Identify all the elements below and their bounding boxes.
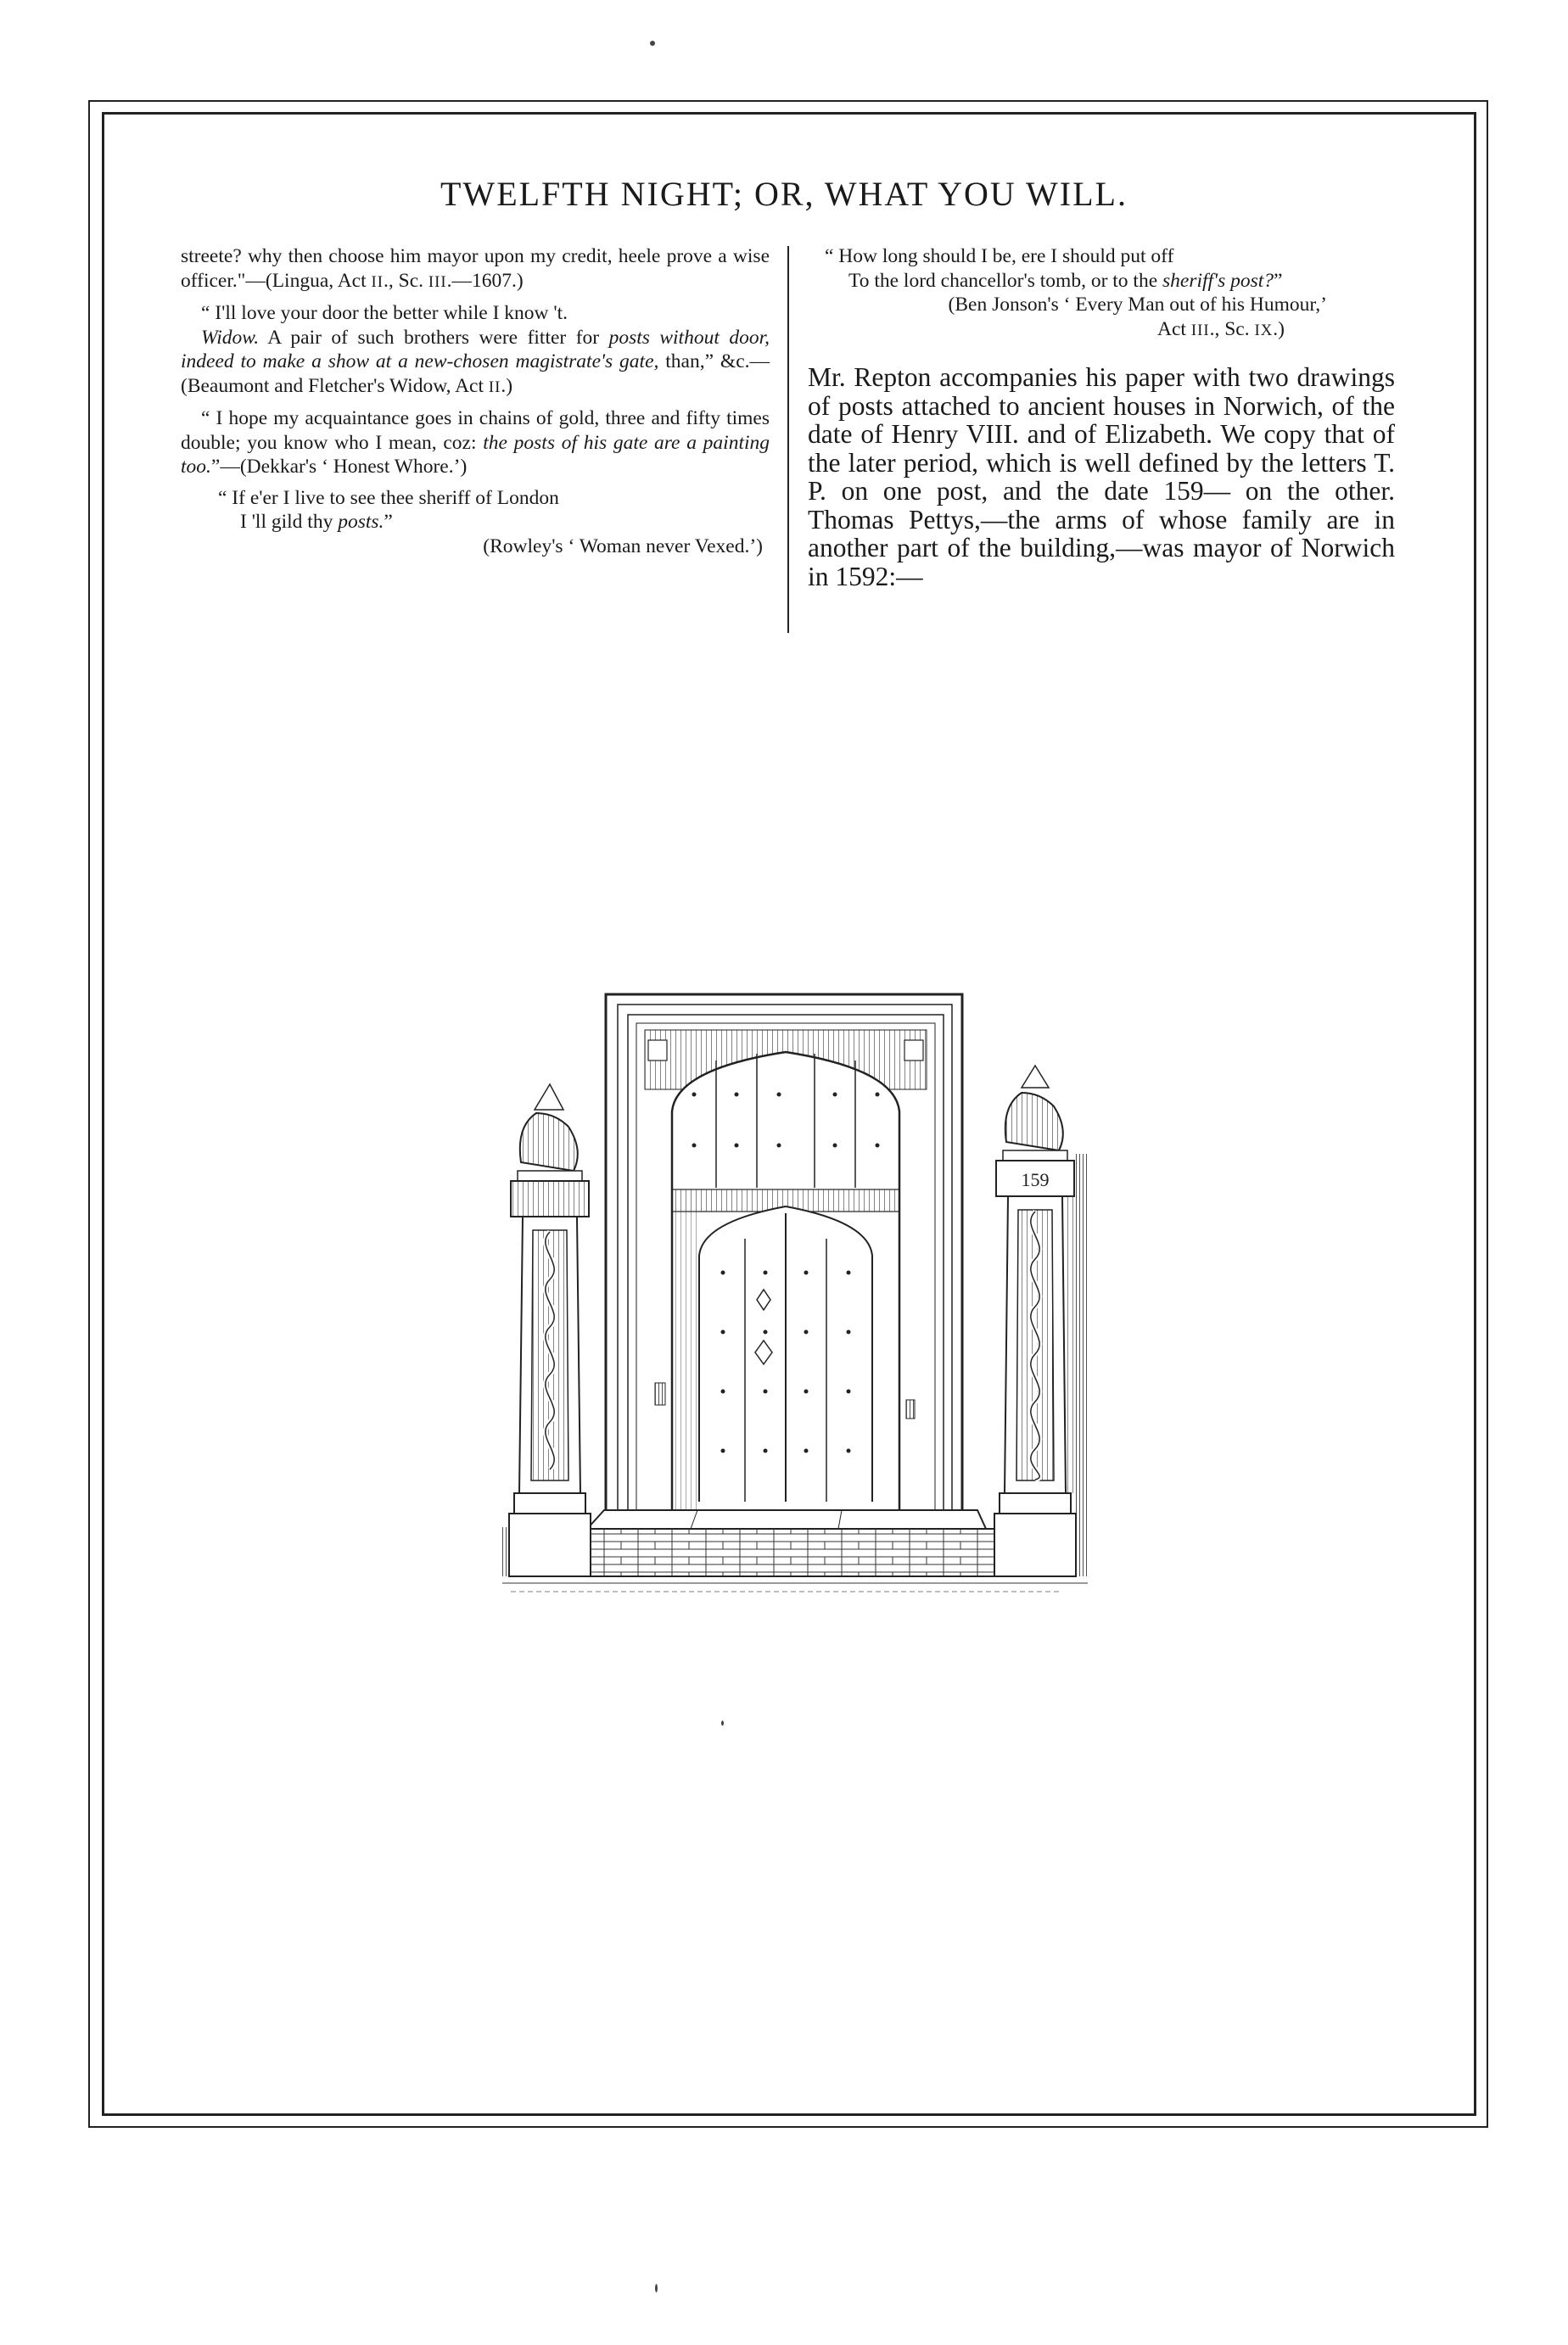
left-column (181, 244, 770, 558)
scan-speck (721, 1721, 724, 1726)
right-verse-line-1: “ How long should I be, ere I should put off (825, 245, 1174, 267)
running-title: TWELFTH NIGHT; OR, WHAT YOU WILL. (440, 175, 1128, 213)
left-paragraph-4: “ I hope my acquaintance goes in chains of gold, three and fifty times double; you know who I mean, coz: the posts of his gate are a painting too.”—(Dekkar's ‘ Honest Whore.’) (181, 407, 770, 478)
shield-right-icon (904, 1040, 923, 1061)
door-latch-left-icon (655, 1383, 665, 1405)
right-verse-line-2: To the lord chancellor's tomb, or to the sheriff's post?” (848, 269, 1283, 292)
left-post (502, 1084, 591, 1576)
right-post (994, 1066, 1088, 1576)
door-frame (606, 994, 962, 1520)
left-paragraph-2: “ I'll love your door the better while I know 't. (201, 302, 568, 324)
post-date-mark: 159 (1021, 1169, 1050, 1190)
scan-speck (655, 2284, 658, 2292)
left-paragraph-1: streete? why then choose him mayor upon my credit, heele prove a wise officer."—(Lingua, Act II., Sc. III.—1607.) (181, 245, 770, 292)
shield-left-icon (648, 1040, 667, 1061)
doorway-posts-engraving (502, 984, 1088, 1646)
right-citation-line-1: (Ben Jonson's ‘ Every Man out of his Humour,’ (948, 294, 1327, 316)
left-verse-citation: (Rowley's ‘ Woman never Vexed.’) (483, 534, 763, 557)
left-verse-line-2: I 'll gild thy posts.” (240, 511, 393, 533)
door-latch-right-icon (906, 1400, 915, 1419)
right-citation-line-2: Act III., Sc. IX.) (1157, 317, 1285, 340)
left-verse-line-1: “ If e'er I live to see thee sheriff of London (218, 486, 559, 509)
right-column (808, 244, 1395, 590)
right-body-paragraph: Mr. Repton accompanies his paper with two drawings of posts attached to ancient houses in Norwich, of the date of Henry VIII. and of Elizabeth. We copy that of the later period, which is well defined by the letters T. P. on one post, and the date 159— on the other. Thomas Pettys,—the arms of whose family are in another part of the building,—was mayor of Norwich in 1592:— (808, 362, 1395, 591)
column-divider (787, 246, 789, 633)
scan-speck (650, 41, 655, 46)
left-paragraph-3: Widow. A pair of such brothers were fitter for posts without door, indeed to make a show at a new-chosen magistrate's gate, than,” &c.—(Beaumont and Fletcher's Widow, Act II.) (181, 326, 770, 397)
